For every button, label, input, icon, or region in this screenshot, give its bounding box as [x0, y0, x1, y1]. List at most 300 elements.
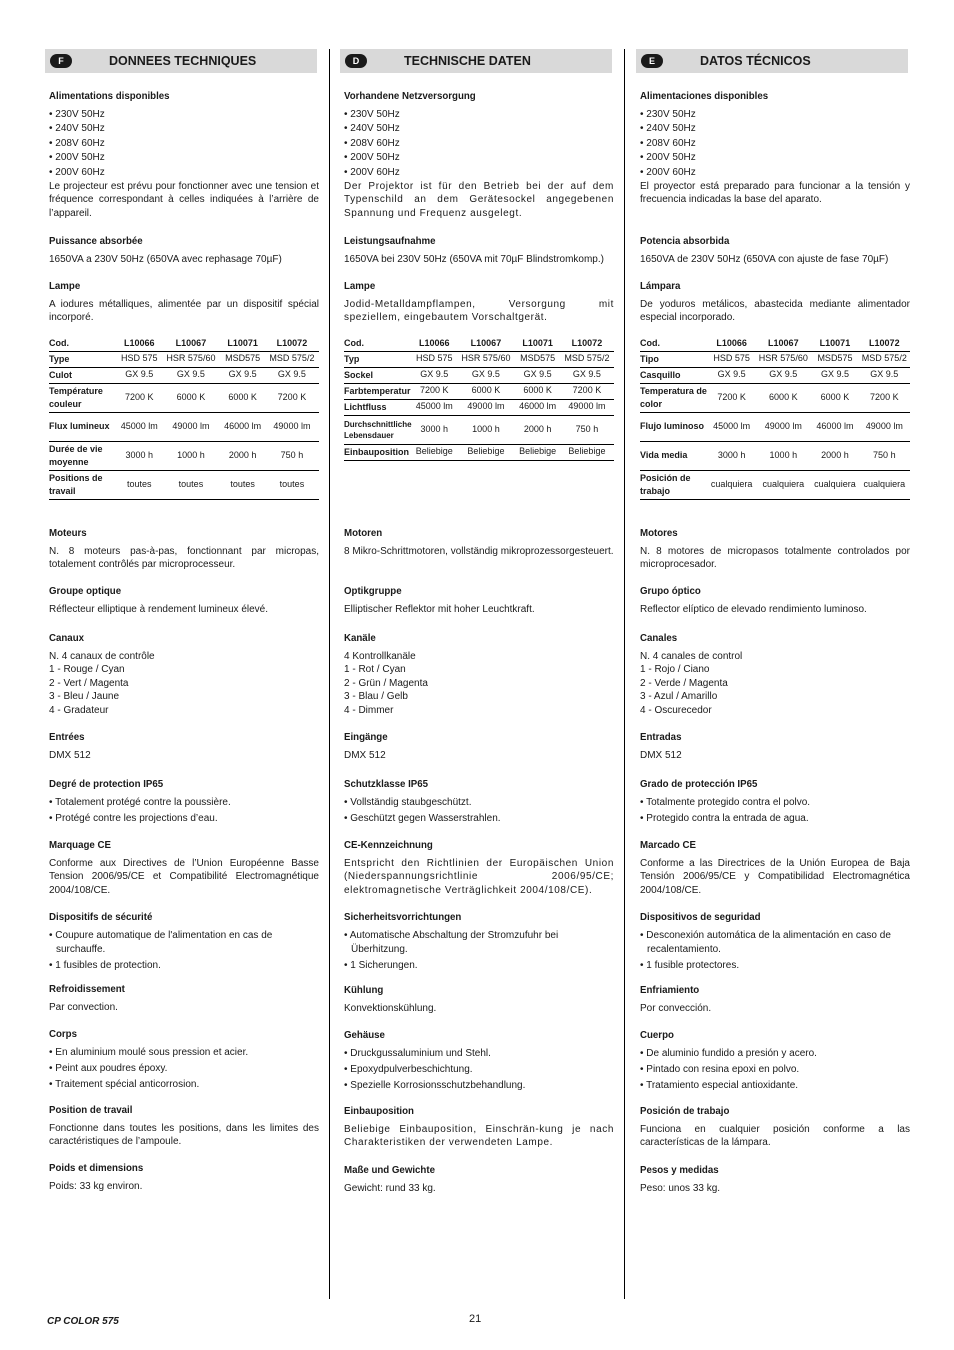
table-header-row [344, 336, 614, 351]
language-badge: D [345, 54, 367, 68]
table-cell: GX 9.5 [125, 369, 154, 380]
body-section-heading: Corps [49, 1029, 77, 1040]
lamp-spec-table-header [49, 336, 319, 351]
table-row [49, 441, 319, 470]
optics-section-text: Reflector elíptico de elevado rendimiento luminoso. [640, 604, 867, 615]
body-section-item: • Peint aux poudres époxy. [49, 1063, 168, 1075]
channel-item: 1 - Rouge / Cyan [49, 664, 125, 676]
inputs-section-text: DMX 512 [640, 750, 682, 761]
power-supply-item: • 230V 50Hz [640, 109, 696, 120]
power-supply-item: • 200V 60Hz [640, 166, 696, 178]
table-row [640, 470, 910, 499]
channel-item: 3 - Blau / Gelb [344, 691, 408, 703]
protection-section [640, 778, 910, 828]
language-column-d [340, 49, 612, 1299]
motors-section-heading: Moteurs [49, 528, 87, 539]
working-position-section [640, 1105, 910, 1150]
table-cell: 6000 K [471, 385, 501, 396]
table-row [640, 383, 910, 412]
weight-section-text: Peso: unos 33 kg. [640, 1183, 721, 1194]
lamp-spec-table-body [344, 351, 614, 460]
table-cell: 49000 lm [764, 420, 802, 431]
table-cell: 49000 lm [467, 401, 505, 412]
lamp-section-text: A iodures métalliques, alimentée par un dispositif spécial incorporé. [49, 299, 319, 324]
body-section-item: • En aluminium moulé sous pression et acier. [49, 1047, 249, 1058]
safety-section-item: • Desconexión automática de la alimentación en caso de recalentamiento. [640, 930, 891, 955]
working-position-section-text: Beliebige Einbauposition, Einschrän-kung je nach Charakteristiken der verwendeten Lampe. [344, 1124, 614, 1149]
optics-section-text: Réflecteur elliptique à rendement lumineux élevé. [49, 604, 269, 615]
channel-item: 1 - Rot / Cyan [344, 664, 406, 676]
table-cell: MSD 575/2 [861, 353, 907, 364]
power-supply-item: • 200V 60Hz [344, 166, 400, 178]
power-supply-note: Der Projektor ist für den Betrieb bei der auf dem Typenschild an dem Gerätesockel angegebenen Spannung und Frequenz ausgelegt. [344, 181, 614, 219]
channel-item: 3 - Bleu / Jaune [49, 691, 120, 703]
table-row [640, 441, 910, 470]
table-cell: GX 9.5 [717, 369, 746, 380]
channel-item: 4 - Oscurecedor [640, 704, 712, 716]
power-consumption-section-heading: Potencia absorbida [640, 236, 730, 247]
table-header-row [49, 336, 319, 351]
table-cell: 2000 h [523, 423, 552, 434]
protection-section [344, 778, 614, 828]
table-row-label: Posición de trabajo [640, 473, 691, 496]
weight-section-heading: Poids et dimensions [49, 1163, 144, 1174]
table-header-cell: L10071 [220, 336, 264, 351]
channel-item: 1 - Rojo / Ciano [640, 664, 710, 676]
power-supply-section [49, 90, 319, 220]
language-column-f [45, 49, 317, 1299]
safety-section-heading: Dispositifs de sécurité [49, 912, 153, 923]
weight-section [640, 1164, 910, 1195]
power-supply-item: • 200V 60Hz [49, 166, 105, 178]
inputs-section-heading: Entradas [640, 732, 682, 743]
table-cell: GX 9.5 [277, 369, 306, 380]
table-cell: 45000 lm [415, 401, 453, 412]
inputs-section [640, 731, 910, 762]
motors-section-heading: Motores [640, 528, 678, 539]
page-number: 21 [469, 1313, 482, 1325]
protection-section-heading: Schutzklasse IP65 [344, 779, 429, 790]
ce-marking-section [49, 839, 319, 897]
table-row-label: Durée de vie moyenne [49, 444, 103, 467]
power-consumption-section-text: 1650VA de 230V 50Hz (650VA con ajuste de fase 70µF) [640, 254, 889, 265]
table-cell: 46000 lm [519, 401, 557, 412]
channel-item: N. 4 canaux de contrôle [49, 651, 155, 662]
protection-section-item: • Totalmente protegido contra el polvo. [640, 797, 811, 808]
protection-section-item: • Totalement protégé contre la poussière. [49, 797, 231, 808]
channel-item: 3 - Azul / Amarillo [640, 691, 718, 703]
table-cell: Beliebige [415, 446, 453, 457]
body-section [344, 1029, 614, 1095]
protection-section-heading: Grado de protección IP65 [640, 779, 758, 790]
table-cell: MSD575 [817, 353, 853, 364]
table-header-cell: L10071 [515, 336, 559, 351]
table-header-cell: L10072 [265, 336, 319, 351]
table-cell: cualquiera [762, 478, 805, 489]
power-supply-item: • 230V 50Hz [344, 109, 400, 120]
protection-section-item: • Protégé contre les projections d’eau. [49, 813, 218, 825]
weight-section-heading: Maße und Gewichte [344, 1165, 435, 1176]
table-cell: HSR 575/60 [461, 353, 511, 364]
table-header-cell: L10067 [755, 336, 811, 351]
table-row-label: Tipo [640, 353, 659, 364]
table-cell: Beliebige [519, 446, 557, 457]
channel-item: 4 - Gradateur [49, 704, 109, 716]
power-supply-item: • 240V 50Hz [640, 123, 696, 135]
table-row [344, 399, 614, 415]
motors-section-text: 8 Mikro-Schrittmotoren, vollständig mikroprozessorgesteuert. [344, 546, 614, 557]
cooling-section-heading: Refroidissement [49, 984, 125, 995]
working-position-section-text: Fonctionne dans toutes les positions, dans les limites des caractéristiques de l’ampoule. [49, 1123, 319, 1148]
inputs-section-text: DMX 512 [49, 750, 91, 761]
table-row [49, 470, 319, 499]
table-header-cell: Cod. [344, 336, 412, 351]
table-cell: 45000 lm [713, 420, 751, 431]
power-supply-section [344, 90, 614, 220]
table-row-label: Type [49, 353, 70, 364]
table-cell: 750 h [280, 449, 304, 460]
table-cell: 49000 lm [273, 420, 311, 431]
table-cell: 6000 K [820, 391, 850, 402]
optics-section-heading: Groupe optique [49, 586, 122, 597]
table-cell: 46000 lm [224, 420, 262, 431]
table-cell: Beliebige [467, 446, 505, 457]
table-row-label: Durchschnittliche Lebensdauer [344, 419, 412, 440]
table-cell: HSR 575/60 [758, 353, 808, 364]
power-supply-heading: Alimentations disponibles [49, 91, 170, 102]
lamp-section [49, 280, 319, 325]
table-row [640, 367, 910, 383]
channel-item: 2 - Verde / Magenta [640, 677, 728, 689]
table-header-cell: Cod. [640, 336, 708, 351]
ce-marking-section-text: Entspricht den Richtlinien der Europäischen Union (Niederspannungsrichtlinie 2006/95/CE; elektromagnetische Verträglichkeit 2004/108/CE). [344, 858, 614, 896]
protection-section-heading: Degré de protection IP65 [49, 779, 164, 790]
table-row-label: Farbtemperatur [344, 385, 411, 396]
table-cell: 49000 lm [865, 420, 903, 431]
lamp-section-heading: Lampe [49, 281, 81, 292]
channels-heading: Canales [640, 633, 678, 644]
table-header-cell: L10067 [456, 336, 515, 351]
table-cell: MSD 575/2 [564, 353, 610, 364]
ce-marking-section-heading: Marquage CE [49, 840, 111, 851]
cooling-section-text: Por convección. [640, 1003, 712, 1014]
footer-model-name: CP COLOR 575 [47, 1316, 119, 1327]
motors-section [49, 527, 319, 572]
cooling-section-text: Konvektionskühlung. [344, 1003, 437, 1014]
lamp-spec-table-wrapper [640, 329, 910, 500]
table-cell: 7200 K [419, 385, 449, 396]
channels-section [640, 632, 910, 717]
power-consumption-section [344, 235, 614, 266]
protection-section-item: • Geschützt gegen Wasserstrahlen. [344, 813, 501, 825]
table-cell: GX 9.5 [870, 369, 899, 380]
table-row-label: Sockel [344, 369, 374, 380]
table-cell: 2000 h [228, 449, 257, 460]
lamp-spec-table [640, 336, 910, 500]
language-badge: E [641, 54, 663, 68]
table-cell: HSR 575/60 [166, 353, 216, 364]
table-row [49, 383, 319, 412]
optics-section-heading: Grupo óptico [640, 586, 701, 597]
table-cell: 1000 h [472, 423, 500, 434]
weight-section-text: Poids: 33 kg environ. [49, 1181, 143, 1192]
channel-item: 2 - Grün / Magenta [344, 677, 428, 689]
safety-section-item: • 1 Sicherungen. [344, 959, 418, 971]
table-cell: 3000 h [420, 423, 448, 434]
table-cell: 6000 K [176, 391, 206, 402]
power-consumption-section [49, 235, 319, 266]
working-position-section-heading: Position de travail [49, 1105, 133, 1116]
table-row [49, 412, 319, 441]
table-cell: GX 9.5 [420, 369, 449, 380]
table-cell: GX 9.5 [820, 369, 849, 380]
body-section-item: • Traitement spécial anticorrosion. [49, 1079, 200, 1091]
lamp-section [640, 280, 910, 325]
table-cell: 45000 lm [120, 420, 158, 431]
weight-section-heading: Pesos y medidas [640, 1165, 719, 1176]
power-supply-note: El proyector está preparado para funcionar a la tensión y frecuencia indicadas la base del aparato. [640, 181, 910, 206]
table-header-cell: Cod. [49, 336, 117, 351]
table-cell: 46000 lm [816, 420, 854, 431]
power-supply-item: • 240V 50Hz [49, 123, 105, 135]
table-cell: 49000 lm [568, 401, 606, 412]
section-title: DONNEES TECHNIQUES [109, 54, 257, 68]
power-consumption-section-text: 1650VA a 230V 50Hz (650VA avec rephasage 70µF) [49, 254, 282, 265]
table-cell: 6000 K [523, 385, 552, 396]
table-cell: GX 9.5 [769, 369, 798, 380]
table-header-cell: L10071 [811, 336, 858, 351]
table-row-label: Typ [344, 353, 360, 364]
power-supply-item: • 208V 60Hz [344, 137, 400, 149]
motors-section [640, 527, 910, 572]
table-cell: cualquiera [814, 478, 856, 489]
inputs-section-heading: Entrées [49, 732, 85, 743]
section-header [45, 49, 317, 73]
body-section [640, 1029, 910, 1095]
table-row [344, 367, 614, 383]
power-supply-note: Le projecteur est prévu pour fonctionner avec une tension et fréquence correspondant à celles indiquées à l’arrière de l’appareil. [49, 181, 319, 219]
lamp-spec-table [344, 336, 614, 461]
safety-section-heading: Sicherheitsvorrichtungen [344, 912, 462, 923]
channels-section [344, 632, 614, 717]
power-supply-item: • 208V 60Hz [49, 137, 105, 149]
lamp-section-heading: Lámpara [640, 281, 681, 292]
cooling-section [640, 984, 910, 1015]
body-section [49, 1028, 319, 1094]
table-cell: MSD 575/2 [269, 353, 315, 364]
optics-section-text: Elliptischer Reflektor mit hoher Leuchtkraft. [344, 604, 535, 615]
table-row-label: Culot [49, 369, 72, 380]
table-row-label: Temperatura de color [640, 386, 707, 409]
body-section-item: • De aluminio fundido a presión y acero. [640, 1048, 817, 1059]
ce-marking-section [640, 839, 910, 897]
inputs-section-text: DMX 512 [344, 750, 386, 761]
optics-section-heading: Optikgruppe [344, 586, 402, 597]
channel-item: N. 4 canales de control [640, 651, 743, 662]
lamp-spec-table [49, 336, 319, 500]
table-row [344, 351, 614, 367]
working-position-section-heading: Einbauposition [344, 1106, 414, 1117]
table-row [344, 444, 614, 460]
power-consumption-section-heading: Leistungsaufnahme [344, 236, 436, 247]
section-header [340, 49, 612, 73]
safety-section [49, 911, 319, 975]
channels-heading: Kanäle [344, 633, 376, 644]
table-cell: toutes [126, 478, 152, 489]
table-cell: 2000 h [821, 449, 849, 460]
table-row [49, 367, 319, 383]
table-row-label: Vida media [640, 450, 688, 461]
table-cell: 750 h [873, 449, 896, 460]
inputs-section [344, 731, 614, 762]
power-consumption-section-heading: Puissance absorbée [49, 236, 143, 247]
motors-section [344, 527, 614, 558]
inputs-section-heading: Eingänge [344, 732, 388, 743]
working-position-section [49, 1104, 319, 1149]
table-cell: GX 9.5 [176, 369, 205, 380]
lamp-spec-table-header [640, 336, 910, 351]
safety-section-item: • 1 fusible protectores. [640, 959, 740, 971]
power-supply-item: • 208V 60Hz [640, 137, 696, 149]
table-row-label: Température couleur [49, 386, 103, 409]
weight-section [344, 1164, 614, 1195]
table-cell: MSD575 [520, 353, 556, 364]
table-cell: HSD 575 [713, 353, 750, 364]
weight-section-text: Gewicht: rund 33 kg. [344, 1183, 436, 1194]
cooling-section-text: Par convection. [49, 1002, 118, 1013]
table-row-label: Casquillo [640, 369, 681, 380]
table-header-cell: L10072 [560, 336, 614, 351]
table-row-label: Flux lumineux [49, 421, 110, 432]
power-supply-item: • 240V 50Hz [344, 123, 400, 135]
table-cell: 3000 h [125, 449, 153, 460]
body-section-item: • Pintado con resina epoxi en polvo. [640, 1064, 800, 1076]
lamp-section-heading: Lampe [344, 281, 376, 292]
lamp-section [344, 280, 614, 325]
body-section-item: • Druckgussaluminium und Stehl. [344, 1048, 491, 1059]
table-cell: cualquiera [710, 478, 753, 489]
lamp-section-text: De yoduros metálicos, abastecida mediante alimentador especial incorporado. [640, 299, 910, 324]
ce-marking-section [344, 839, 614, 897]
body-section-item: • Spezielle Korrosionsschutzbehandlung. [344, 1080, 526, 1092]
table-row [640, 351, 910, 367]
body-section-heading: Cuerpo [640, 1030, 674, 1041]
safety-section-heading: Dispositivos de seguridad [640, 912, 761, 923]
column-divider-1 [329, 49, 330, 1299]
table-row-label: Positions de travail [49, 473, 103, 496]
working-position-section [344, 1105, 614, 1150]
lamp-spec-table-header [344, 336, 614, 351]
power-supply-heading: Alimentaciones disponibles [640, 91, 769, 102]
table-cell: toutes [178, 478, 204, 489]
table-cell: 1000 h [177, 449, 205, 460]
table-header-cell: L10066 [412, 336, 456, 351]
table-cell: 750 h [575, 423, 599, 434]
table-header-cell: L10072 [859, 336, 910, 351]
table-row [344, 383, 614, 399]
weight-section [49, 1162, 319, 1193]
language-column-e [636, 49, 908, 1299]
ce-marking-section-heading: CE-Kennzeichnung [344, 840, 433, 851]
table-cell: 7200 K [717, 391, 746, 402]
body-section-item: • Epoxydpulverbeschichtung. [344, 1064, 473, 1076]
table-cell: HSD 575 [120, 353, 158, 364]
table-cell: GX 9.5 [523, 369, 552, 380]
cooling-section [344, 984, 614, 1015]
lamp-section-text: Jodid-Metalldampflampen, Versorgung mit speziellem, eingebautem Vorschaltgerät. [344, 299, 614, 324]
safety-section [344, 911, 614, 975]
optics-section [344, 585, 614, 616]
power-consumption-section-text: 1650VA bei 230V 50Hz (650VA mit 70µF Blindstromkomp.) [344, 254, 604, 265]
motors-section-text: N. 8 motores de micropasos totalmente controlados por microprocesador. [640, 546, 910, 571]
optics-section [49, 585, 319, 616]
table-row-label: Einbauposition [344, 446, 409, 457]
table-header-row [640, 336, 910, 351]
lamp-spec-table-wrapper [344, 329, 614, 461]
table-cell: GX 9.5 [471, 369, 500, 380]
table-cell: toutes [279, 478, 305, 489]
table-cell: 7200 K [572, 385, 602, 396]
table-row [640, 412, 910, 441]
cooling-section-heading: Kühlung [344, 985, 384, 996]
table-cell: HSD 575 [415, 353, 453, 364]
table-cell: Beliebige [568, 446, 606, 457]
lamp-spec-table-body [640, 351, 910, 499]
power-supply-section [640, 90, 910, 207]
table-cell: cualquiera [863, 478, 906, 489]
safety-section-item: • Coupure automatique de l'alimentation en cas de surchauffe. [49, 930, 273, 955]
section-title: DATOS TÉCNICOS [700, 54, 811, 68]
protection-section-item: • Protegido contra la entrada de agua. [640, 813, 809, 825]
table-cell: 7200 K [277, 391, 307, 402]
table-cell: 3000 h [717, 449, 746, 460]
table-cell: 6000 K [769, 391, 798, 402]
working-position-section-text: Funciona en cualquier posición conforme a las características de la lámpara. [640, 1124, 910, 1149]
ce-marking-section-heading: Marcado CE [640, 840, 696, 851]
table-row-label: Lichtfluss [344, 401, 387, 412]
channel-item: 4 - Dimmer [344, 704, 394, 716]
table-header-cell: L10067 [161, 336, 220, 351]
working-position-section-heading: Posición de trabajo [640, 1106, 730, 1117]
table-header-cell: L10066 [708, 336, 755, 351]
ce-marking-section-text: Conforme aux Directives de l’Union Européenne Basse Tension 2006/95/CE et Compatibilité Electromagnétique 2004/108/CE. [49, 858, 319, 896]
channel-item: 2 - Vert / Magenta [49, 677, 129, 689]
table-cell: 7200 K [870, 391, 899, 402]
safety-section-item: • 1 fusibles de protection. [49, 959, 161, 971]
motors-section-text: N. 8 moteurs pas-à-pas, fonctionnant par micropas, totalement contrôlés par microprocesseur. [49, 546, 319, 571]
motors-section-heading: Motoren [344, 528, 383, 539]
lamp-spec-table-wrapper [49, 329, 319, 500]
table-header-cell: L10066 [117, 336, 161, 351]
table-row-label: Flujo luminoso [640, 421, 704, 432]
protection-section-item: • Vollständig staubgeschützt. [344, 797, 472, 808]
table-cell: 6000 K [228, 391, 257, 402]
protection-section [49, 778, 319, 828]
channels-heading: Canaux [49, 633, 84, 644]
table-cell: 7200 K [124, 391, 154, 402]
table-cell: GX 9.5 [572, 369, 601, 380]
power-supply-item: • 200V 50Hz [344, 152, 400, 164]
table-cell: 49000 lm [172, 420, 210, 431]
power-supply-item: • 200V 50Hz [49, 152, 105, 164]
channel-item: 4 Kontrollkanäle [344, 651, 416, 662]
power-supply-item: • 230V 50Hz [49, 109, 105, 120]
ce-marking-section-text: Conforme a las Directrices de la Unión Europea de Baja Tensión 2006/95/CE y Compatibilidad Electromagnética 2004/108/CE. [640, 858, 910, 896]
table-cell: 1000 h [769, 449, 798, 460]
safety-section [640, 911, 910, 975]
safety-section-item: • Automatische Abschaltung der Stromzufuhr bei Überhitzung. [344, 930, 559, 955]
table-cell: toutes [230, 478, 255, 489]
